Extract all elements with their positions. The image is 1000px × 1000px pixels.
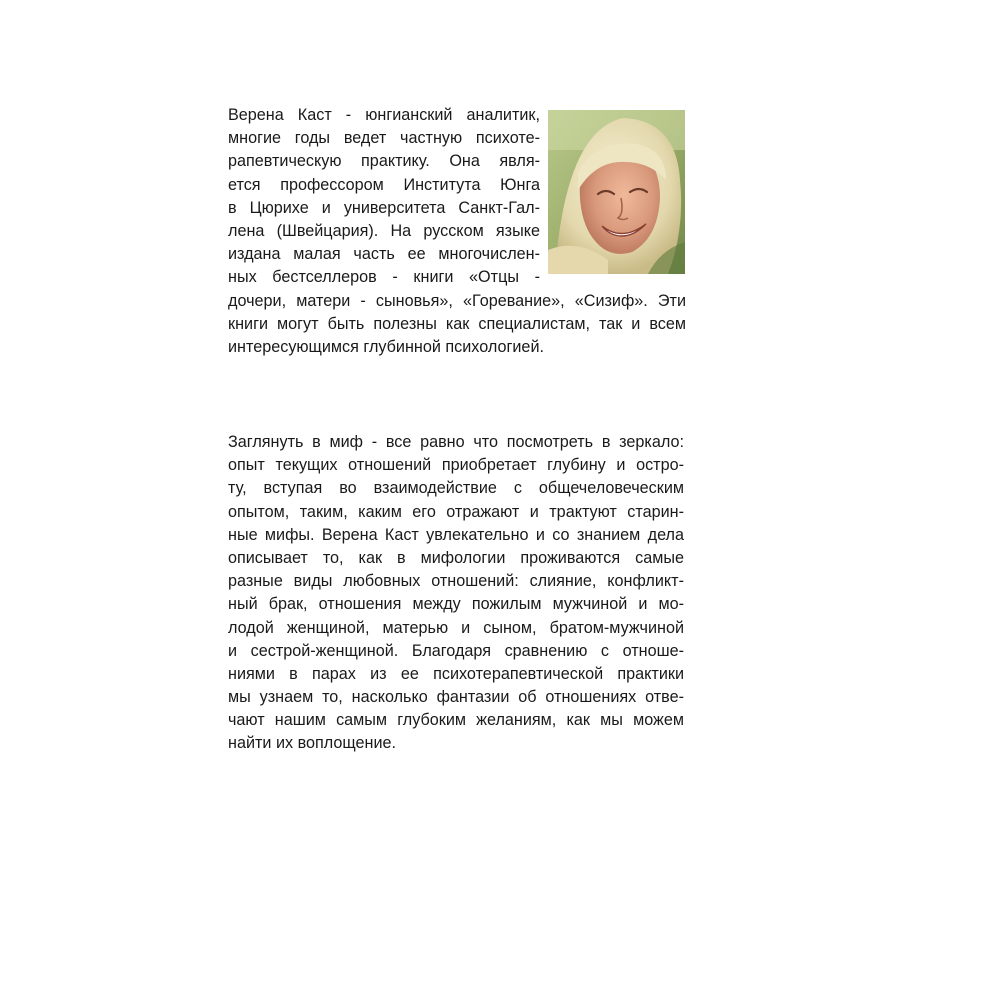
description-line: мы узнаем то, насколько фантазии об отношениях отве- — [228, 688, 684, 707]
bio-line: в Цюрихе и университета Санкт-Гал- — [228, 198, 540, 217]
bio-line: издана малая часть ее многочислен- — [228, 245, 540, 264]
bio-line: Верена Каст - юнгианский аналитик, — [228, 106, 540, 124]
description-line: описывает то, как в мифологии проживаются самые — [228, 548, 684, 567]
description-line: ниями в парах из ее психотерапевтической практики — [228, 664, 684, 683]
description-line: и сестрой-женщиной. Благодаря сравнению с отноше- — [228, 641, 684, 660]
description-line: опытом, таким, каким его отражают и трактуют старин- — [228, 502, 684, 521]
description-line: ные мифы. Верена Каст увлекательно и со знанием дела — [228, 525, 684, 544]
bio-line: ется профессором Института Юнга — [228, 175, 540, 194]
description-line: найти их воплощение. — [228, 734, 397, 753]
book-description — [228, 431, 684, 756]
author-portrait-image — [548, 110, 685, 274]
bio-line: многие годы ведет частную психоте- — [228, 129, 540, 148]
description-line: чают нашим самым глубоким желаниям, как мы можем — [228, 711, 684, 730]
description-line: ту, вступая во взаимодействие с общечеловеческим — [228, 479, 684, 498]
description-line: Заглянуть в миф - все равно что посмотреть в зеркало: — [228, 433, 684, 451]
description-line: разные виды любовных отношений: слияние, конфликт- — [228, 572, 684, 591]
bio-line: ных бестселлеров - книги «Отцы - — [228, 268, 540, 287]
bio-line: лена (Швейцария). На русском языке — [228, 221, 540, 240]
bio-line: интересующимся глубинной психологией. — [228, 337, 544, 356]
description-line: лодой женщиной, матерью и сыном, братом-мужчиной — [228, 618, 684, 637]
bio-line: рапевтическую практику. Она явля- — [228, 152, 540, 171]
description-line: опыт текущих отношений приобретает глубину и остро- — [228, 456, 684, 475]
description-line: ный брак, отношения между пожилым мужчиной и мо- — [228, 595, 684, 614]
bio-line: книги могут быть полезны как специалистам, так и всем — [228, 314, 686, 333]
author-portrait — [548, 110, 685, 274]
bio-line: дочери, матери - сыновья», «Горевание», «Сизиф». Эти — [228, 291, 686, 310]
